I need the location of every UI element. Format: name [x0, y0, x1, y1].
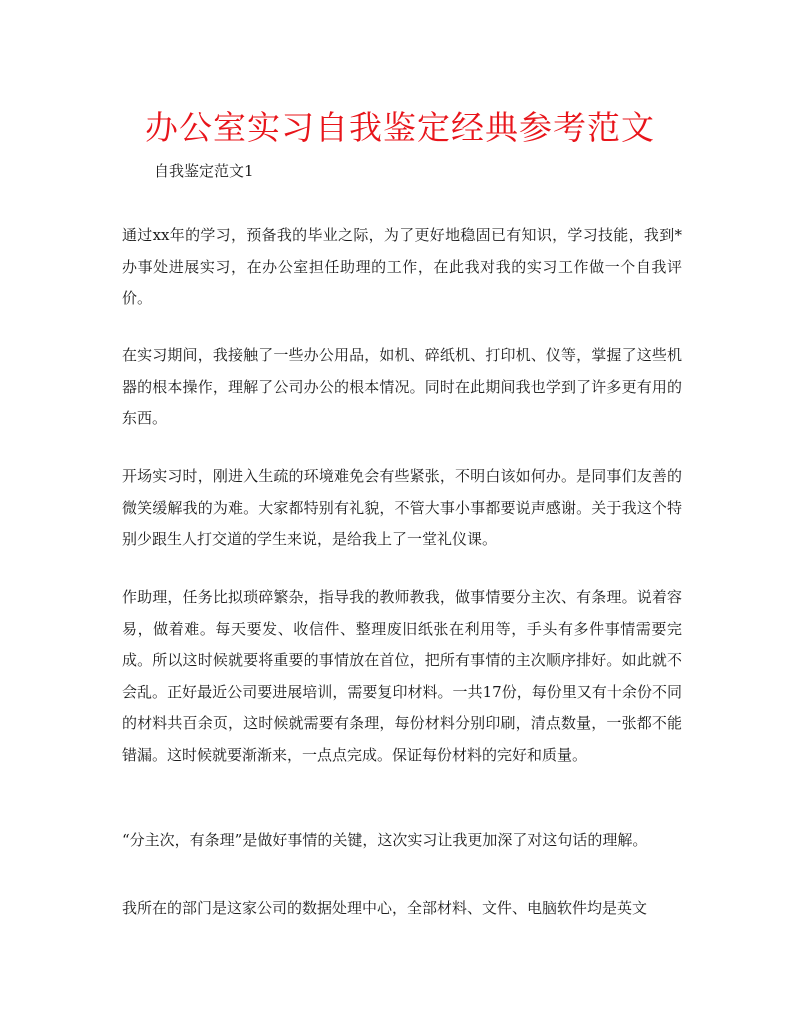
document-title: 办公室实习自我鉴定经典参考范文 [145, 108, 655, 147]
paragraph: 我所在的部门是这家公司的数据处理中心，全部材料、文件、电脑软件均是英文 [122, 899, 648, 917]
paragraph: 作助理，任务比拟琐碎繁杂，指导我的教师教我，做事情要分主次、有条理。说着容易，做着难。每天要发、收信件、整理废旧纸张在利用等，手头有多件事情需要完成。所以这时候就要将重要的事情放在首位，把所有事情的主次顺序排好。如此就不会乱。正好最近公司要进展培训，需要复印材料。一共17份，每份里又有十余份不同的材料共百余页，这时候就需要有条理，每份材料分别印刷，清点数量，一张都不能错漏。这时候就要渐渐来，一点点完成。保证每份材料的完好和质量。 [122, 588, 682, 764]
paragraph: 在实习期间，我接触了一些办公用品，如机、碎纸机、打印机、仪等，掌握了这些机器的根本操作，理解了公司办公的根本情况。同时在此期间我也学到了许多更有用的东西。 [122, 346, 682, 427]
paragraph: 通过xx年的学习，预备我的毕业之际，为了更好地稳固已有知识，学习技能，我到*办事处进展实习，在办公室担任助理的工作，在此我对我的实习工作做一个自我评价。 [122, 226, 682, 307]
paragraph: 开场实习时，刚进入生疏的环境难免会有些紧张，不明白该如何办。是同事们友善的微笑缓解我的为难。大家都特别有礼貌，不管大事小事都要说声感谢。关于我这个特别少跟生人打交道的学生来说，是给我上了一堂礼仪课。 [122, 467, 682, 548]
document-subtitle: 自我鉴定范文1 [154, 162, 254, 180]
paragraph: “分主次，有条理”是做好事情的关键，这次实习让我更加深了对这句话的理解。 [122, 831, 648, 849]
